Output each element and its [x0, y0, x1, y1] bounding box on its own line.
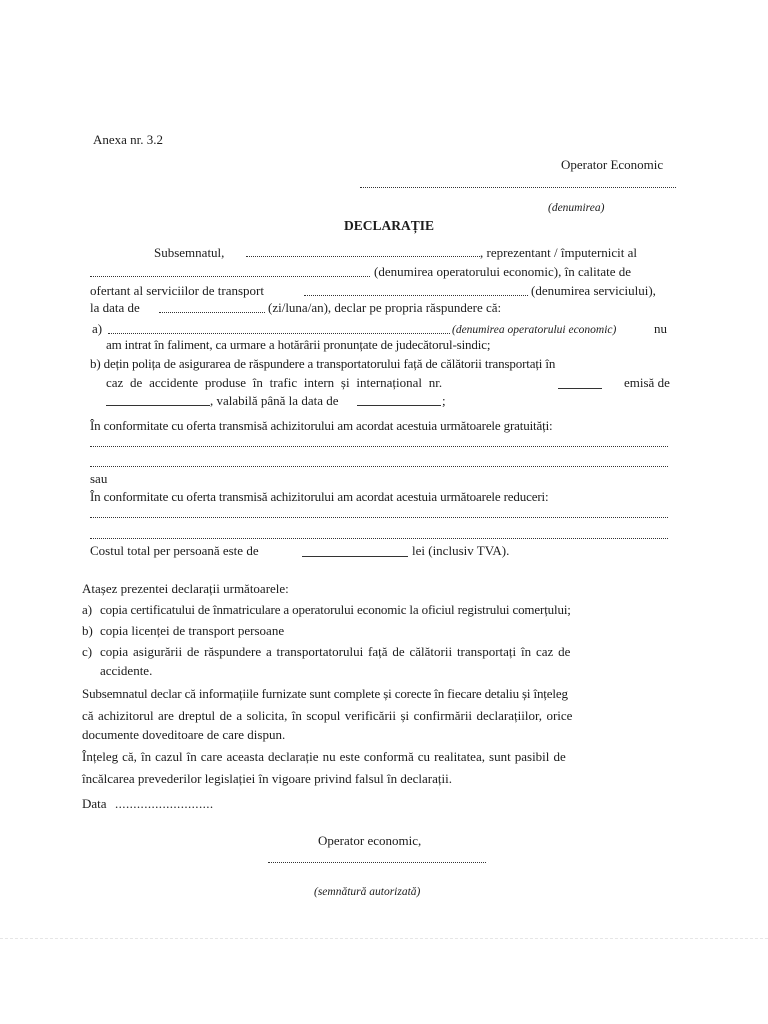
- operator-header: Operator Economic: [561, 157, 664, 172]
- annex-label: Anexa nr. 3.2: [93, 132, 164, 147]
- item-b-emisa: emisă de: [624, 375, 670, 390]
- attachment-c-cont: accidente.: [100, 663, 153, 678]
- signature-line: [268, 862, 486, 863]
- fill-policy-number-line: [558, 388, 602, 389]
- operator-name-placeholder: (denumirea): [548, 202, 605, 214]
- cost-unit: lei (inclusiv TVA).: [412, 543, 510, 558]
- attachment-a-text: copia certificatului de înmatriculare a operatorului economic la oficiul registrului comerțului;: [100, 602, 571, 617]
- intro-subsemnatul: Subsemnatul,: [154, 245, 225, 260]
- scan-artifact-line: [0, 938, 768, 939]
- fill-cost-line: [302, 556, 408, 557]
- signature-placeholder: (semnătură autorizată): [314, 886, 421, 898]
- or-text: sau: [90, 471, 108, 486]
- operator-name-line: [360, 187, 676, 188]
- intro-line2: (denumirea operatorului economic), în calitate de: [374, 264, 631, 279]
- fill-reductions-line-1: [90, 517, 668, 518]
- item-b-line2: caz de accidente produse în trafic intern și internațional nr.: [106, 375, 443, 390]
- fill-name-line: [246, 256, 480, 257]
- fill-gratuities-line-2: [90, 466, 668, 467]
- date-label: Data: [82, 796, 107, 811]
- para1-line1: Subsemnatul declar că informațiile furnizate sunt complete și corecte în fiecare detaliu și înțeleg: [82, 686, 568, 701]
- fill-service-line: [304, 295, 528, 296]
- fill-operator-line: [90, 276, 370, 277]
- document-title: DECLARAȚIE: [344, 218, 435, 233]
- item-a-marker: a): [92, 321, 103, 336]
- date-dots: ...........................: [115, 796, 214, 811]
- intro-line3-end: (denumirea serviciului),: [531, 283, 656, 298]
- cost-label: Costul total per persoană este de: [90, 543, 259, 558]
- intro-reprezentant: , reprezentant / împuternicit al: [480, 245, 638, 260]
- footer-operator: Operator economic,: [318, 833, 422, 848]
- attachment-b-text: copia licenței de transport persoane: [100, 623, 285, 638]
- fill-validity-line: [357, 405, 441, 406]
- item-a-nu: nu: [654, 321, 667, 336]
- intro-line3-start: ofertant al serviciilor de transport: [90, 283, 264, 298]
- fill-reductions-line-2: [90, 538, 668, 539]
- attachment-b-marker: b): [82, 623, 93, 638]
- fill-issuer-line: [106, 405, 210, 406]
- attach-intro: Atașez prezentei declarații următoarele:: [82, 581, 289, 596]
- fill-item-a-line: [108, 333, 450, 334]
- fill-date-line: [159, 312, 265, 313]
- intro-line4-end: (zi/luna/an), declar pe propria răspundere că:: [268, 300, 502, 315]
- item-b-semicolon: ;: [442, 393, 446, 408]
- attachment-a-marker: a): [82, 602, 93, 617]
- para2-line2: încălcarea prevederilor legislației în vigoare privind falsul în declarații.: [82, 771, 452, 786]
- gratuities-text: În conformitate cu oferta transmisă achizitorului am acordat acestuia următoarele gratuități:: [90, 418, 553, 433]
- item-a-placeholder: (denumirea operatorului economic): [452, 324, 617, 336]
- item-a-line2: am intrat în faliment, ca urmare a hotărârii pronunțate de judecătorul-sindic;: [106, 337, 491, 352]
- reductions-text: În conformitate cu oferta transmisă achizitorului am acordat acestuia următoarele reduceri:: [90, 489, 549, 504]
- para1-line2: că achizitorul are dreptul de a solicita, în scopul verificării și confirmării declarațiilor, orice: [82, 708, 573, 723]
- attachment-c-text: copia asigurării de răspundere a transportatorului față de călătorii transportați în caz de: [100, 644, 571, 659]
- para1-line3: documente doveditoare de care dispun.: [82, 727, 286, 742]
- item-b-line1: b) dețin polița de asigurarea de răspundere a transportatorului față de călătorii transportați în: [90, 356, 556, 371]
- para2-line1: Înțeleg că, în cazul în care aceasta declarație nu este conformă cu realitatea, sunt pasibil de: [82, 749, 566, 764]
- intro-line4-start: la data de: [90, 300, 140, 315]
- fill-gratuities-line-1: [90, 446, 668, 447]
- attachment-c-marker: c): [82, 644, 93, 659]
- item-b-line3: , valabilă până la data de: [210, 393, 339, 408]
